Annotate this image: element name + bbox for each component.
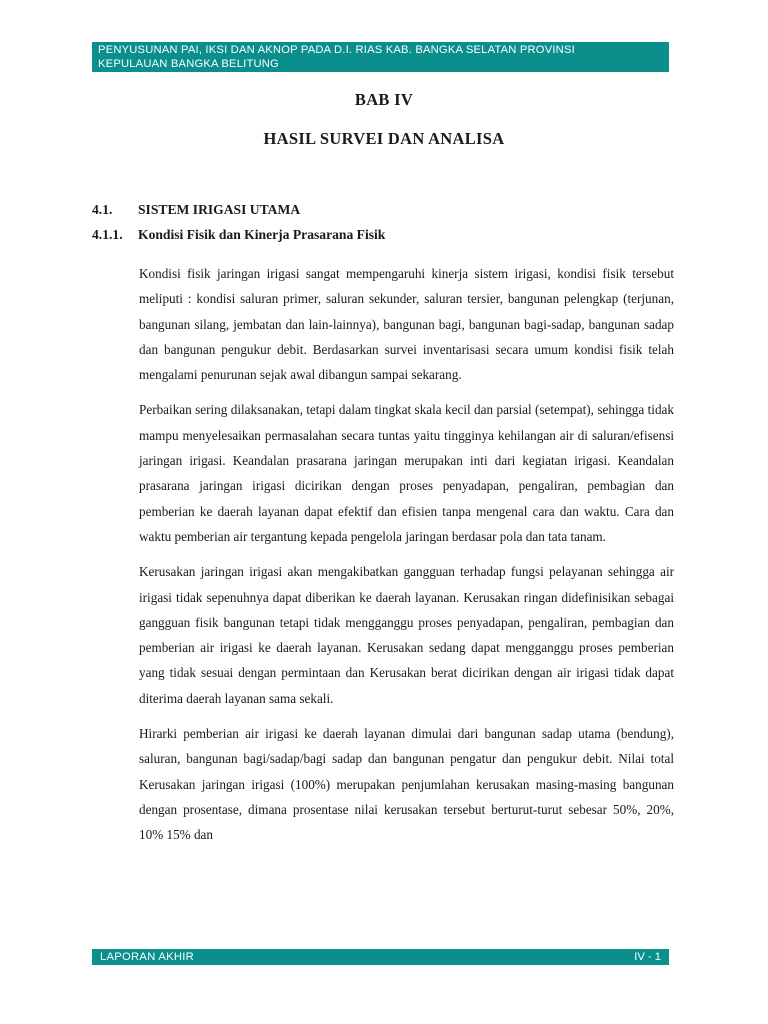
section-heading-4-1-1 [92, 227, 385, 243]
header-line-1: PENYUSUNAN PAI, IKSI DAN AKNOP PADA D.I. RIAS KAB. BANGKA SELATAN PROVINSI [98, 44, 575, 56]
document-header-band [92, 42, 669, 72]
paragraph: Kerusakan jaringan irigasi akan mengakibatkan gangguan terhadap fungsi pelayanan sehingga air irigasi tidak sepenuhnya dapat diberikan ke daerah layanan. Kerusakan ringan didefinisikan sebagai gangguan fisik bangunan tetapi tidak mengganggu proses penyadapan, pengaliran, pembagian dan pemberian air irigasi ke daerah layanan. Kerusakan sedang dapat mengganggu proses pemberian yang tidak sesuai dengan permintaan dan Kerusakan berat dicirikan dengan air irigasi tidak dapat diterima daerah layanan sama sekali. [139, 564, 674, 706]
page-number: IV - 1 [634, 951, 661, 963]
chapter-title: HASIL SURVEI DAN ANALISA [263, 129, 505, 148]
section-title: SISTEM IRIGASI UTAMA [138, 202, 301, 217]
paragraph: Perbaikan sering dilaksanakan, tetapi dalam tingkat skala kecil dan parsial (setempat), sehingga tidak mampu menyelesaikan permasalahan secara tuntas yaitu tingginya kehilangan air di saluran/efisensi jaringan irigasi. Keandalan prasarana jaringan merupakan inti dari kegiatan irigasi. Keandalan prasarana jaringan irigasi dicirikan dengan proses penyadapan, pengaliran, pembagian dan pemberian ke daerah layanan dapat efektif dan efisien tanpa mengenal cara dan waktu. Cara dan waktu pemberian air tergantung kepada pengelola jaringan berdasar pola dan tata tanam. [139, 402, 674, 544]
section-number: 4.1. [92, 202, 113, 217]
chapter-number: BAB IV [354, 90, 414, 109]
document-footer-band [92, 949, 669, 965]
section-heading-4-1 [92, 202, 300, 218]
paragraph: Hirarki pemberian air irigasi ke daerah layanan dimulai dari bangunan sadap utama (bendung), saluran, bangunan bagi/sadap/bagi sadap dan bangunan pengatur dan pengukur debit. Nilai total Kerusakan jaringan irigasi (100%) merupakan penjumlahan kerusakan masing-masing bangunan dengan prosentase, dimana prosentase nilai kerusakan tersebut berturut-turut sebesar 50%, 20%, 10% 15% dan [139, 726, 674, 843]
footer-report-label: LAPORAN AKHIR [100, 951, 195, 963]
section-number: 4.1.1. [92, 227, 123, 242]
section-title: Kondisi Fisik dan Kinerja Prasarana Fisik [138, 227, 386, 242]
paragraph: Kondisi fisik jaringan irigasi sangat mempengaruhi kinerja sistem irigasi, kondisi fisik tersebut meliputi : kondisi saluran primer, saluran sekunder, saluran tersier, bangunan pelengkap (terjunan, bangunan silang, jembatan dan lain-lainnya), bangunan bagi, bangunan bagi-sadap, bangunan sadap dan bangunan pengukur debit. Berdasarkan survei inventarisasi secara umum kondisi fisik telah mengalami penurunan sejak awal dibangun sampai sekarang. [139, 266, 674, 383]
body-text [139, 261, 674, 858]
header-line-2: KEPULAUAN BANGKA BELITUNG [98, 58, 279, 70]
